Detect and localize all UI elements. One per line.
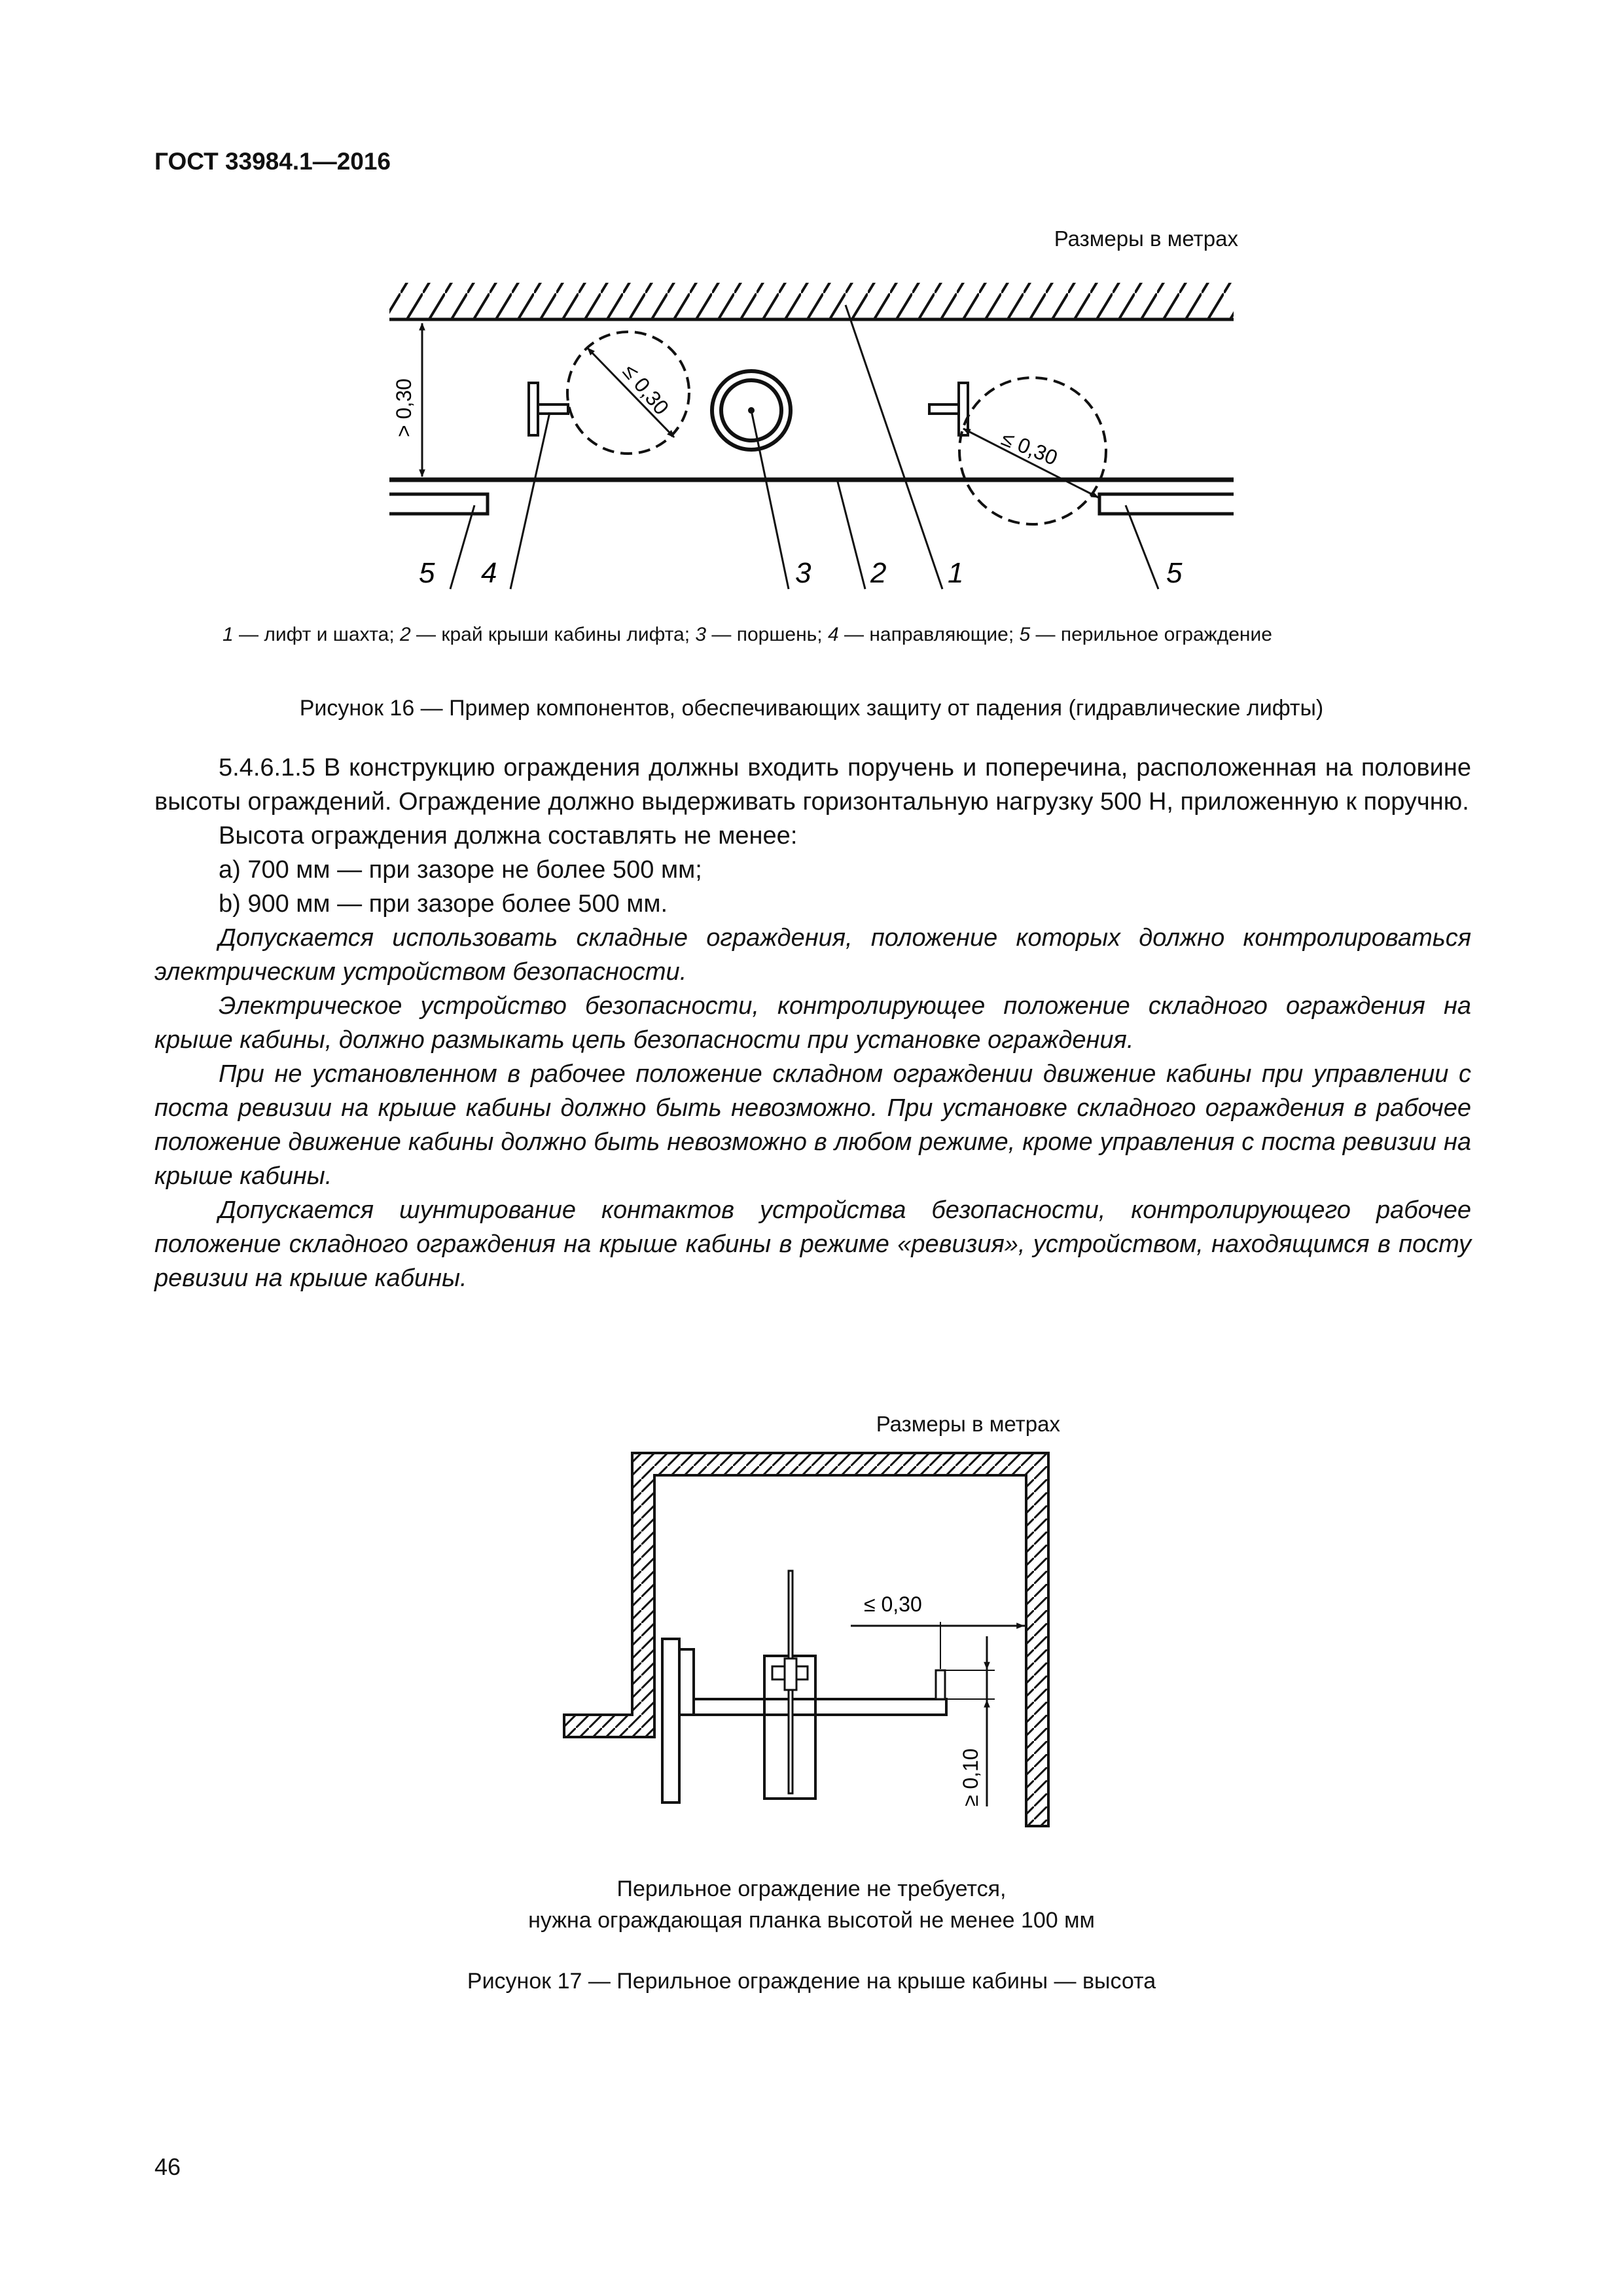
leader-3 <box>751 410 789 589</box>
paragraph-safety-device: Электрическое устройство безопасности, контролирующее положение складного ограждения на крыше кабины, должно размыкать цепь безопасности при установке ограждения. <box>154 992 1471 1054</box>
figure17-note-line2: нужна ограждающая планка высотой не менее 100 мм <box>528 1908 1095 1933</box>
callout-5-left: 5 <box>419 557 435 589</box>
figure17-note <box>0 1873 1623 1936</box>
callout-5-right: 5 <box>1166 557 1183 589</box>
leader-5-left <box>450 505 474 589</box>
legend-text-3: — поршень; <box>706 624 828 645</box>
legend-num-5: 5 <box>1019 624 1031 645</box>
dimension-gap-label: ≤ 0,30 <box>864 1592 922 1616</box>
paragraph-folding-allowed: Допускается использовать складные ограждения, положение которых должно контролироваться электрическим устройством безопасности. <box>154 924 1471 986</box>
figure17-units-note: Размеры в метрах <box>876 1412 1060 1436</box>
callout-4: 4 <box>481 557 497 589</box>
legend-num-1: 1 <box>223 624 234 645</box>
legend-num-2: 2 <box>399 624 411 645</box>
legend-text-1: — лифт и шахта; <box>233 624 400 645</box>
guide-shoe <box>785 1659 796 1690</box>
page-number: 46 <box>154 2153 181 2180</box>
guide-rail-left-web <box>538 404 568 414</box>
legend-text-4: — направляющие; <box>838 624 1020 645</box>
toe-board <box>936 1670 945 1699</box>
dimension-height-label: > 0,30 <box>392 378 416 437</box>
figure16-drawing <box>0 0 1623 628</box>
figure17-note-line1: Перильное ограждение не требуется, <box>616 1876 1007 1901</box>
paragraph-5-4-6-1-5: 5.4.6.1.5 В конструкцию ограждения должны входить поручень и поперечина, расположенная на половине высоты ограждений. Ограждение должно выдерживать горизонтальную нагрузку 500 Н, приложенную к поручню. <box>154 754 1471 816</box>
section-body <box>154 751 1471 1295</box>
callout-3: 3 <box>795 557 812 589</box>
car-panel-bracket <box>679 1649 694 1715</box>
list-item-b: b) 900 мм — при зазоре более 500 мм. <box>219 890 668 918</box>
legend-num-4: 4 <box>827 624 839 645</box>
leader-4 <box>510 412 550 589</box>
dimension-right-circle-label: ≤ 0,30 <box>998 426 1061 470</box>
guide-rail-right-web <box>929 404 959 414</box>
legend-text-2: — край крыши кабины лифта; <box>410 624 696 645</box>
figure16-legend <box>223 624 1272 646</box>
dimension-height-label: ≥ 0,10 <box>959 1748 982 1806</box>
figure16-units-note: Размеры в метрах <box>1054 226 1238 251</box>
leader-5-right <box>1126 505 1158 589</box>
balustrade-right <box>1099 494 1234 514</box>
legend-text-5: — перильное ограждение <box>1030 624 1272 645</box>
guide-rail-right <box>959 383 968 435</box>
shaft-ceiling-hatch <box>389 283 1234 319</box>
dimension-left-circle-label: ≤ 0,30 <box>618 359 674 420</box>
figure16-caption: Рисунок 16 — Пример компонентов, обеспечивающих защиту от падения (гидравлические лифты) <box>299 696 1324 721</box>
figure17-caption: Рисунок 17 — Перильное ограждение на крыше кабины — высота <box>467 1969 1156 1994</box>
list-item-a: а) 700 мм — при зазоре не более 500 мм; <box>219 856 702 884</box>
paragraph-shunting: Допускается шунтирование контактов устройства безопасности, контролирующего рабочее положение складного ограждения на крыше кабины в режиме «ревизия», устройством, находящимся в посту ревизии на крыше кабины. <box>154 1196 1471 1292</box>
paragraph-not-installed: При не установленном в рабочее положение складном ограждении движение кабины при управлении с поста ревизии на крыше кабины должно быть невозможно. При установке складного ограждения в рабочее положение движение кабины должно быть невозможно в любом режиме, кроме управления с поста ревизии на крыше кабины. <box>154 1060 1471 1190</box>
leader-1 <box>846 305 942 589</box>
legend-num-3: 3 <box>695 624 707 645</box>
figure17-drawing <box>0 1440 1623 1859</box>
leader-2 <box>838 482 865 589</box>
callout-1: 1 <box>948 557 964 589</box>
callout-2: 2 <box>870 557 887 589</box>
document-header: ГОСТ 33984.1—2016 <box>154 148 391 175</box>
car-panel <box>662 1639 679 1803</box>
guide-rail-left <box>529 383 538 435</box>
paragraph-height: Высота ограждения должна составлять не менее: <box>219 822 798 850</box>
